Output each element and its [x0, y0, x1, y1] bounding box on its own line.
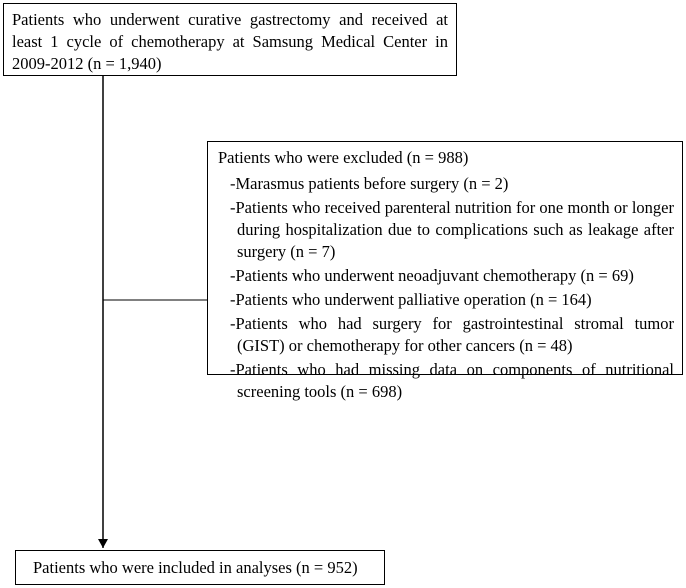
exclusion-item: - Patients who had surgery for gastrointestinal stromal tumor (GIST) or chemotherapy for other cancers (n = 48) [230, 313, 674, 357]
excluded-title: Patients who were excluded (n = 988) [218, 148, 469, 167]
included-cohort-box [15, 550, 385, 585]
exclusion-list [218, 173, 674, 403]
exclusion-item: - Patients who had missing data on components of nutritional screening tools (n = 698) [230, 359, 674, 403]
excluded-patients-box [207, 141, 683, 401]
exclusion-item: - Patients who underwent neoadjuvant chemotherapy (n = 69) [230, 265, 674, 287]
exclusion-item: - Patients who received parenteral nutrition for one month or longer during hospitalization due to complications such as leakage after surgery (n = 7) [230, 197, 674, 263]
included-cohort-text: Patients who were included in analyses (n = 952) [33, 558, 358, 577]
initial-cohort-box [3, 3, 457, 76]
exclusion-item: - Marasmus patients before surgery (n = 2) [230, 173, 674, 195]
exclusion-item: - Patients who underwent palliative operation (n = 164) [230, 289, 674, 311]
initial-cohort-text: Patients who underwent curative gastrectomy and received at least 1 cycle of chemotherapy at Samsung Medical Center in 2009-2012 (n = 1,940) [12, 10, 448, 73]
